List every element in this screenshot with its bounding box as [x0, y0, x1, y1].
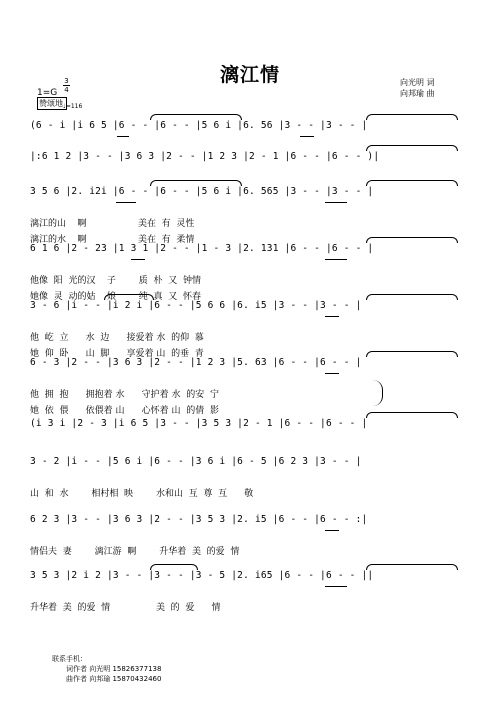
notation-line: 6 - 3 |2 - - |3 6 3 |2 - - |1 2 3 |5. 63 |6 - - |6 - - | [30, 357, 362, 368]
notation-line: |:6 1 2 |3 - - |3 6 3 |2 - - |1 2 3 |2 - 1 |6 - - |6 - - )| [30, 151, 380, 162]
tie-mark [366, 412, 458, 418]
tie-mark [366, 294, 458, 300]
beam-line [325, 586, 347, 587]
beam-line [325, 373, 339, 374]
tie-mark [366, 564, 458, 570]
tie-mark [150, 180, 242, 186]
notation-line: 6 1 6 |2 - 23 |1 3 1 |2 - - |1 - 3 |2. 131 |6 - - |6 - - | [30, 243, 374, 254]
lyric-verse-2: 漓江的水 啊 美在 有 柔情 [30, 235, 195, 245]
tie-mark [366, 180, 458, 186]
key-signature: 1=G [37, 88, 58, 98]
lyric-verse-2: 她像 灵 动的姑 娘 纯 真 又 怀春 [30, 292, 201, 302]
lyric-verse-2: 她 仰 卧 山 脚 享爱着 山 的垂 青 [30, 349, 204, 359]
beam-line [300, 136, 314, 137]
lyric-verse-1: 他 屹 立 水 边 接爱着 水 的仰 慕 [30, 333, 204, 343]
tempo-text: 赞颂地 [39, 99, 63, 108]
beam-line [116, 202, 136, 203]
tie-mark [366, 114, 458, 120]
lyric-verse-1: 山 和 水 相村相 映 水和山 互 尊 互 敬 [30, 489, 254, 499]
tie-mark [150, 564, 198, 570]
lyric-verse-1: 升华着 美 的爱 情 美 的 爱 情 [30, 603, 221, 613]
beam-line [325, 259, 347, 260]
tie-mark [150, 114, 242, 120]
song-title: 漓江情 [219, 64, 280, 86]
notation-line: 3 5 3 |2 i 2 |3 - - |3 - - |3 - 5 |2. i65 |6 - - |6 - - || [30, 570, 374, 581]
notation-line: (i 3 i |2 - 3 |i 6 5 |3 - - |3 5 3 |2 - 1 |6 - - |6 - - | [30, 418, 368, 429]
notation-line: 6 2 3 |3 - - |3 6 3 |2 - - |3 5 3 |2. i5 |6 - - |6 - - :| [30, 514, 368, 525]
lyric-verse-2: 她 依 偎 依偎着 山 心怀着 山 的倩 影 [30, 406, 219, 416]
lyric-verse-1: 漓江的山 啊 美在 有 灵性 [30, 219, 195, 229]
lyric-verse-1: 他 拥 抱 拥抱着 水 守护着 水 的安 宁 [30, 390, 219, 400]
time-bottom: 4 [64, 86, 69, 94]
contact-heading: 联系手机： [52, 655, 87, 663]
lyric-verse-1: 他像 阳 光的汉 子 质 朴 又 钟情 [30, 276, 201, 286]
notation-line: 3 - 6 |i - - |i 2 i |6 - - |5 6 6 |6. i5 |3 - - |3 - - | [30, 300, 362, 311]
notation-line: (6 - i |i 6 5 |6 - - |6 - - |5 6 i |6. 56 |3 - - |3 - - | [30, 120, 368, 131]
beam-line [325, 530, 339, 531]
beam-line [131, 259, 145, 260]
notation-line: 3 5 6 |2. i2i |6 - - |6 - - |5 6 i |6. 565 |3 - - |3 - - | [30, 186, 374, 197]
lyric-verse-1: 情侣夫 妻 漓江游 啊 升华着 美 的爱 情 [30, 547, 240, 557]
contact-info [52, 654, 161, 684]
notation-line: 3 - 2 |i - - |5 6 i |6 - - |3 6 i |6 - 5 |6 2 3 |3 - - | [30, 456, 362, 467]
beam-line [117, 136, 129, 137]
time-top: 3 [64, 77, 69, 85]
beam-line [325, 316, 339, 317]
composer-contact: 曲作者 向邦瑜 15870432460 [66, 675, 162, 683]
composer-credit: 向邦瑜 曲 [400, 89, 435, 98]
tie-mark [366, 351, 458, 357]
tie-mark [104, 294, 154, 300]
tempo-value: ♩=116 [63, 103, 83, 110]
lyricist-contact: 词作者 向光明 15826377138 [66, 665, 162, 673]
tie-mark [366, 145, 458, 151]
time-signature [63, 77, 70, 94]
beam-line [325, 202, 347, 203]
lyricist-credit: 向光明 词 [400, 78, 435, 87]
tie-mark [366, 237, 458, 243]
